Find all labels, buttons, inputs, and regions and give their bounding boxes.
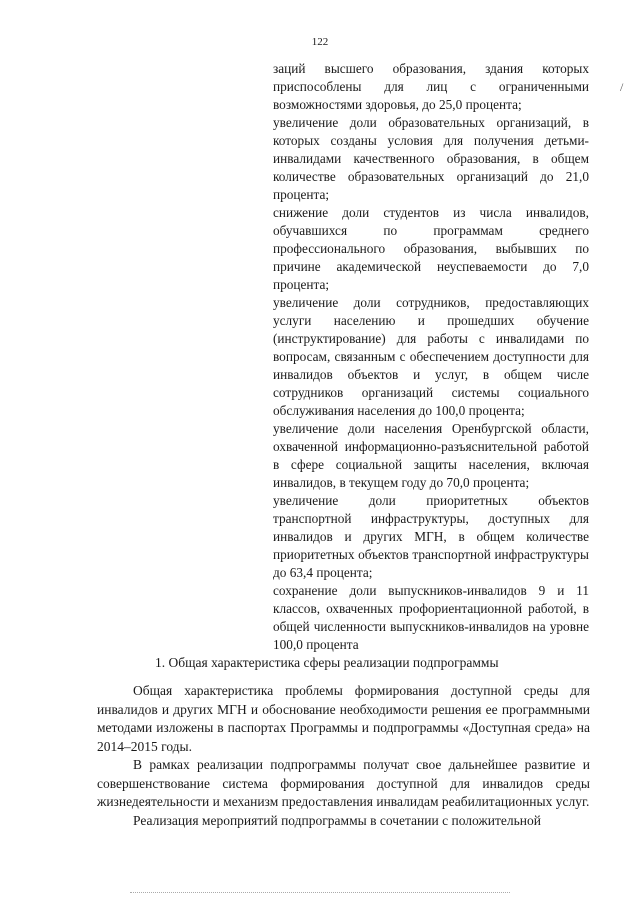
indicator-list <box>273 60 589 654</box>
list-item: увеличение доли населения Оренбургской области, охваченной информационно-разъяснительной работой в сфере социальной защиты населения, включая инвалидов, в текущем году до 70,0 процента; <box>273 421 589 490</box>
list-item: увеличение доли сотрудников, предоставляющих услуги населению и прошедших обучение (инструктирование) для работы с инвалидами по вопросам, связанным с обеспечением доступности для инвалидов объектов и услуг, в общем числе сотрудников организаций системы социального обслуживания населения до 100,0 процента; <box>273 295 589 418</box>
paragraph: В рамках реализации подпрограммы получат свое дальнейшее развитие и совершенствование система формирования доступной для инвалидов среды жизнедеятельности и механизм предоставления инвалидам реабилитационных услуг. <box>97 757 590 809</box>
section-heading: 1. Общая характеристика сферы реализации подпрограммы <box>155 655 499 670</box>
body-text <box>97 682 590 830</box>
page-number: 122 <box>311 36 329 48</box>
margin-mark: / <box>620 80 624 94</box>
list-item: сохранение доли выпускников-инвалидов 9 и 11 классов, охваченных профориентационной работой, в общей численности выпускников-инвалидов на уровне 100,0 процента <box>273 583 589 652</box>
list-item: заций высшего образования, здания которых приспособлены для лиц с ограниченными возможностями здоровья, до 25,0 процента; <box>273 61 589 112</box>
scan-artifact-line <box>130 892 510 895</box>
list-item: увеличение доли образовательных организаций, в которых созданы условия для получения детьми-инвалидами качественного образования, в общем количестве образовательных организаций до 21,0 процента; <box>273 115 589 202</box>
paragraph: Общая характеристика проблемы формирования доступной среды для инвалидов и других МГН и обоснование необходимости решения ее программными методами изложены в паспортах Программы и подпрограммы «Доступная среда» на 2014–2015 годы. <box>97 683 590 754</box>
list-item: увеличение доли приоритетных объектов транспортной инфраструктуры, доступных для инвалидов и других МГН, в общем количестве приоритетных объектов транспортной инфраструктуры до 63,4 процента; <box>273 493 589 580</box>
paragraph: Реализация мероприятий подпрограммы в сочетании с положительной <box>133 812 541 828</box>
list-item: снижение доли студентов из числа инвалидов, обучавшихся по программам среднего профессионального образования, выбывших по причине академической неуспеваемости до 7,0 процента; <box>273 205 589 292</box>
